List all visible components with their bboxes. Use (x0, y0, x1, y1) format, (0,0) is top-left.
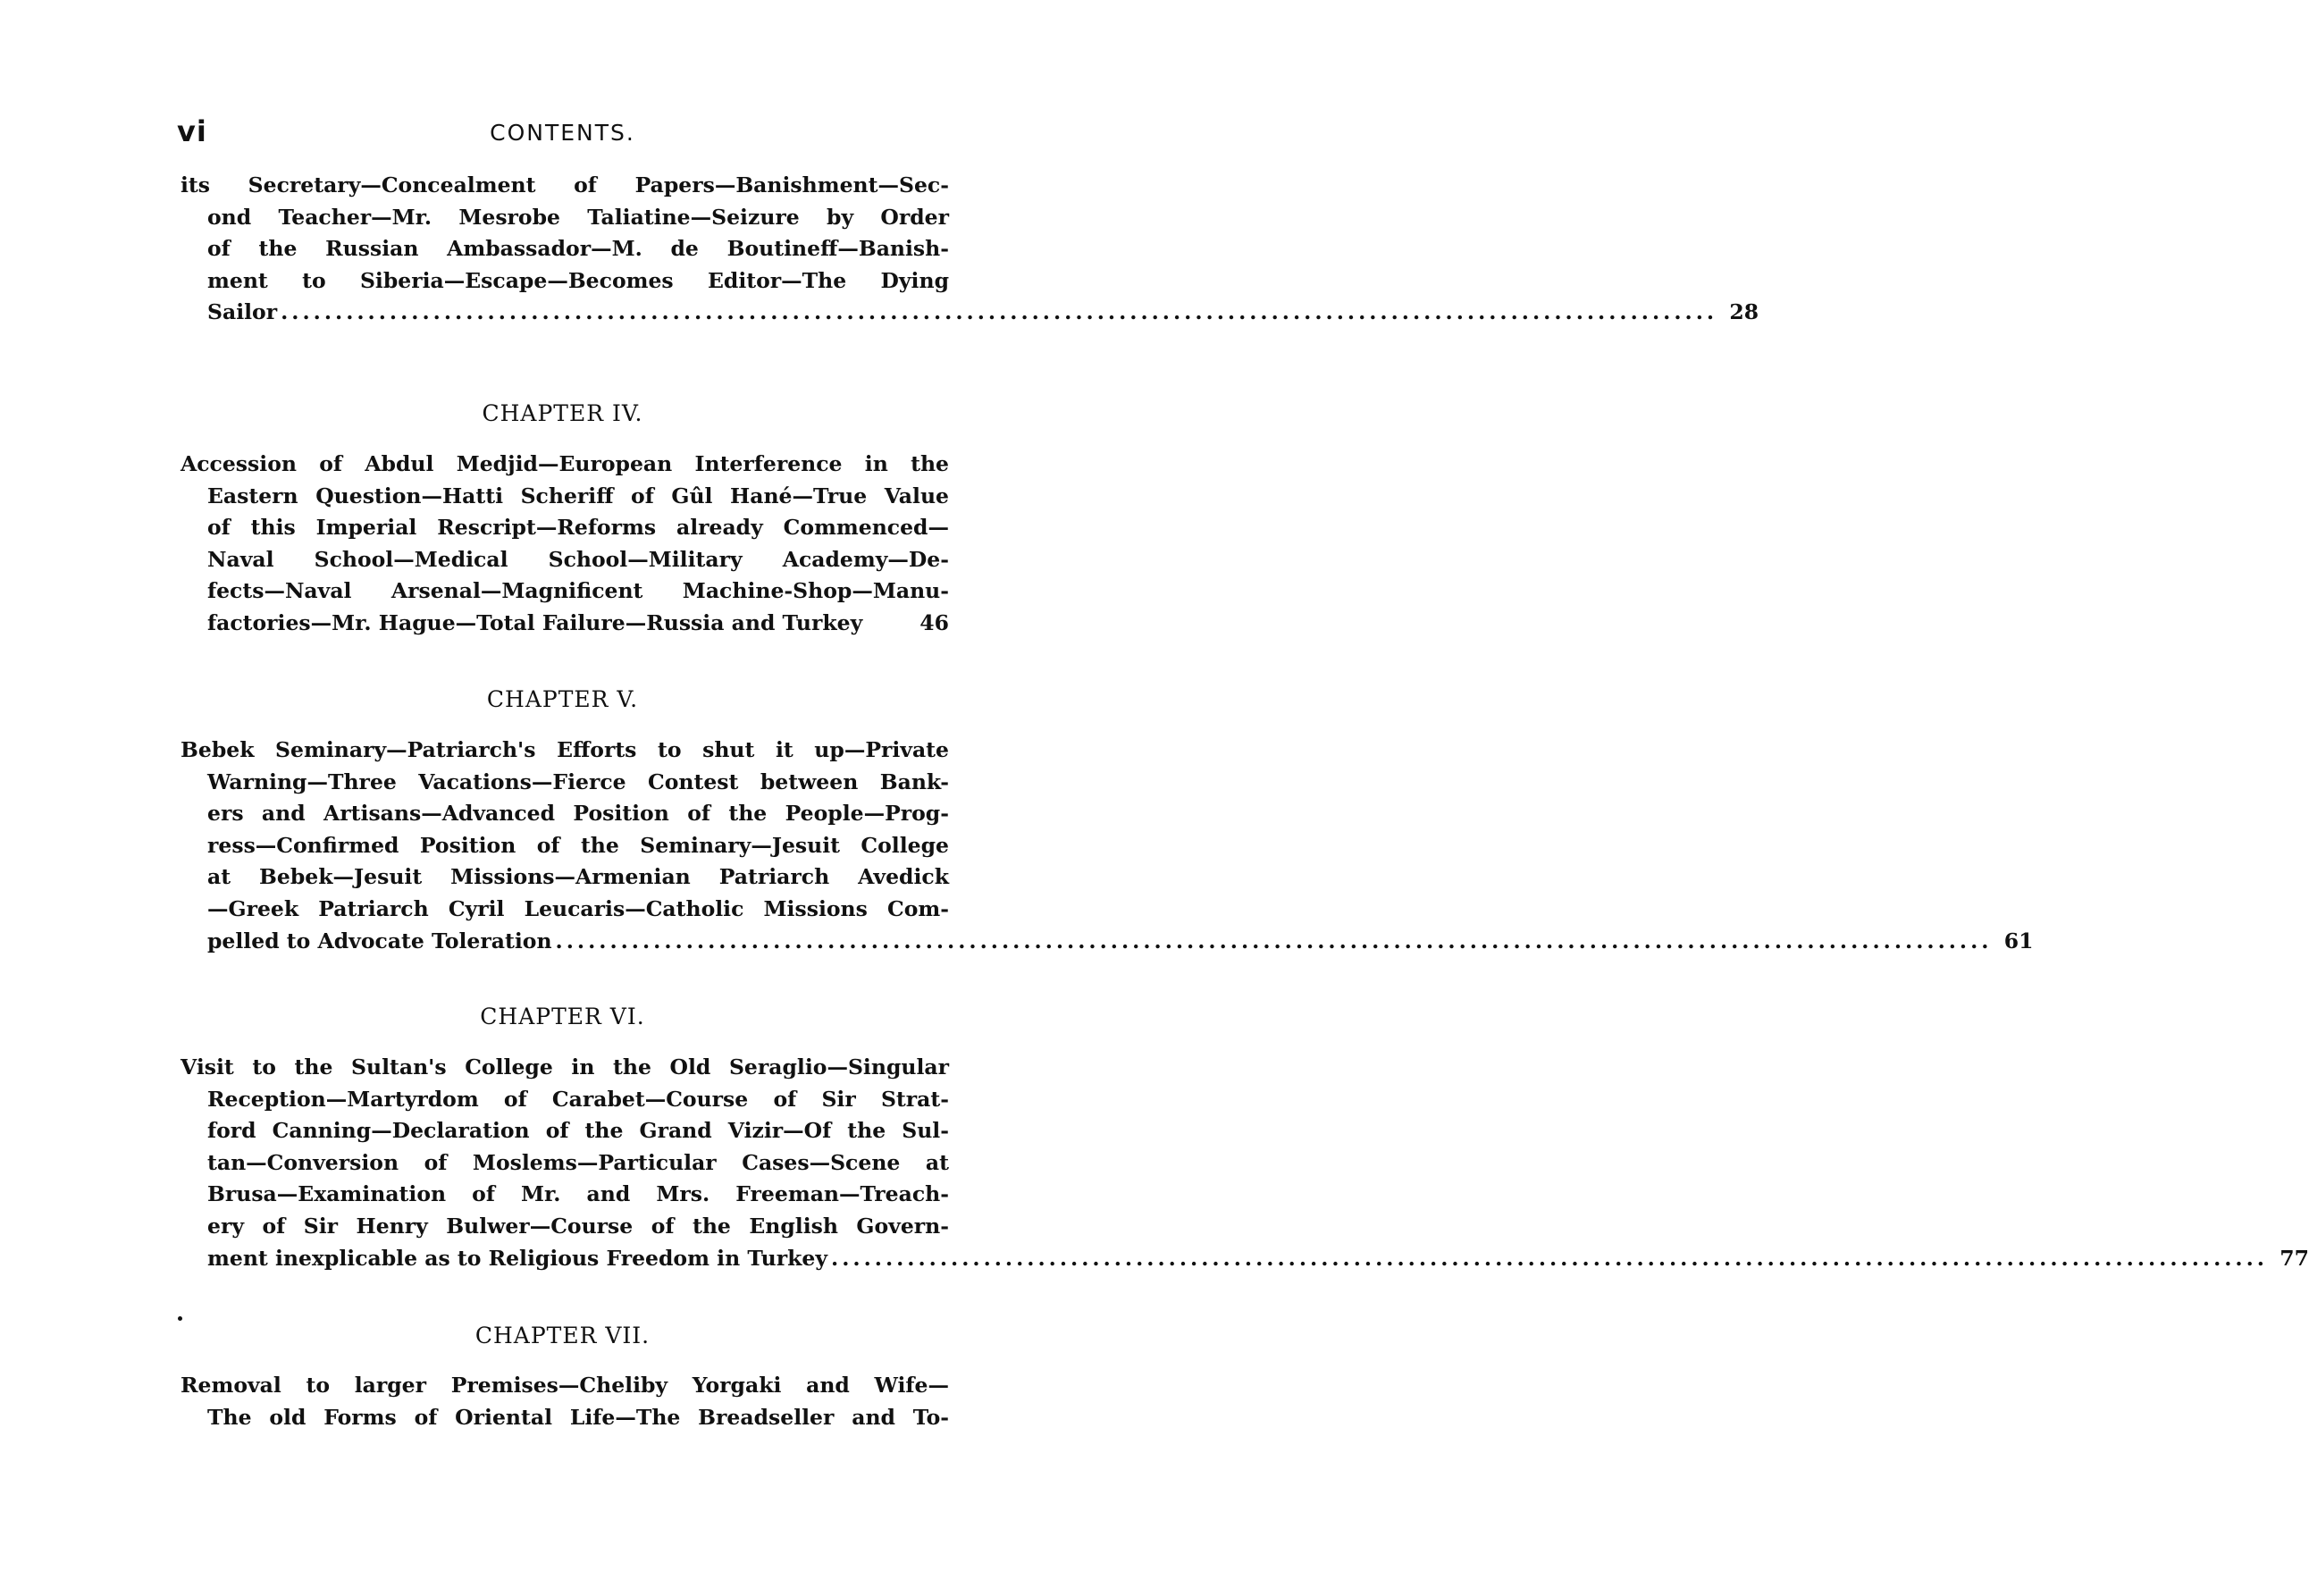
toc-entry-chapter-4 (181, 449, 949, 640)
toc-line: of the Russian Ambassador—M. de Boutineff—Banish- (207, 236, 949, 262)
toc-entry-chapter-5 (181, 735, 2034, 957)
toc-line: factories—Mr. Hague—Total Failure—Russia and Turkey 46 (181, 608, 949, 640)
toc-line: fects—Naval Arsenal—Magnificent Machine-Shop—Manu- (207, 578, 949, 604)
toc-line: Accession of Abdul Medjid—European Interference in the (181, 451, 949, 476)
toc-line: ers and Artisans—Advanced Position of the People—Prog- (207, 801, 949, 827)
page-ref: 46 (919, 609, 949, 635)
page-ref: 61 (2003, 928, 2034, 953)
toc-line: pelled to Advocate Toleration ..... 61 (181, 926, 949, 958)
toc-line: Visit to the Sultan's College in the Old Seraglio—Singular (181, 1054, 949, 1079)
toc-line: Bebek Seminary—Patriarch's Efforts to shut it up—Private (181, 737, 949, 762)
leader-dots (281, 297, 1717, 329)
toc-line: Removal to larger Premises—Cheliby Yorgaki and Wife— (181, 1373, 949, 1398)
page-number: vi (177, 114, 207, 148)
toc-line: Sailor ..... 28 (181, 297, 949, 329)
toc-line: ond Teacher—Mr. Mesrobe Taliatine—Seizure by Order (207, 204, 949, 230)
toc-line: Brusa—Examination of Mr. and Mrs. Freeman—Treach- (207, 1181, 949, 1207)
leader-dots (556, 926, 1993, 958)
chapter-heading: CHAPTER VI. (480, 1004, 645, 1029)
toc-line: ery of Sir Henry Bulwer—Course of the English Govern- (207, 1213, 949, 1239)
toc-line: ford Canning—Declaration of the Grand Vizir—Of the Sul- (207, 1118, 949, 1144)
page-ref: 28 (1729, 299, 1759, 325)
toc-line: its Secretary—Concealment of Papers—Banishment—Sec- (181, 172, 949, 197)
toc-line: ment inexplicable as to Religious Freedom in Turkey ..... 77 (181, 1243, 949, 1275)
toc-line: Naval School—Medical School—Military Academy—De- (207, 546, 949, 572)
leader-dots (831, 1243, 2268, 1275)
toc-line: Reception—Martyrdom of Carabet—Course of Sir Strat- (207, 1086, 949, 1112)
toc-entry-chapter-7 (181, 1370, 949, 1433)
toc-line: The old Forms of Oriental Life—The Breadseller and To- (207, 1404, 949, 1430)
chapter-heading: CHAPTER V. (486, 686, 639, 712)
toc-line: tan—Conversion of Moslems—Particular Cases—Scene at (207, 1149, 949, 1175)
toc-line: —Greek Patriarch Cyril Leucaris—Catholic Missions Com- (207, 895, 949, 921)
toc-line: Eastern Question—Hatti Scheriff of Gûl Hané—True Value (207, 483, 949, 508)
running-head: CONTENTS. (490, 120, 635, 146)
chapter-heading: CHAPTER VII. (474, 1323, 651, 1348)
toc-line: ress—Confirmed Position of the Seminary—Jesuit College (207, 832, 949, 858)
toc-line: at Bebek—Jesuit Missions—Armenian Patriarch Avedick (207, 864, 949, 890)
toc-line: ment to Siberia—Escape—Becomes Editor—The Dying (207, 267, 949, 293)
toc-line: of this Imperial Rescript—Reforms already Commenced— (207, 515, 949, 541)
page-ref: 77 (2280, 1245, 2309, 1271)
toc-entry-chapter-6 (181, 1052, 2309, 1274)
chapter-heading: CHAPTER IV. (482, 400, 643, 426)
toc-line: Warning—Three Vacations—Fierce Contest between Bank- (207, 769, 949, 794)
toc-entry-continuation (181, 170, 1759, 329)
stray-mark (178, 1316, 182, 1321)
